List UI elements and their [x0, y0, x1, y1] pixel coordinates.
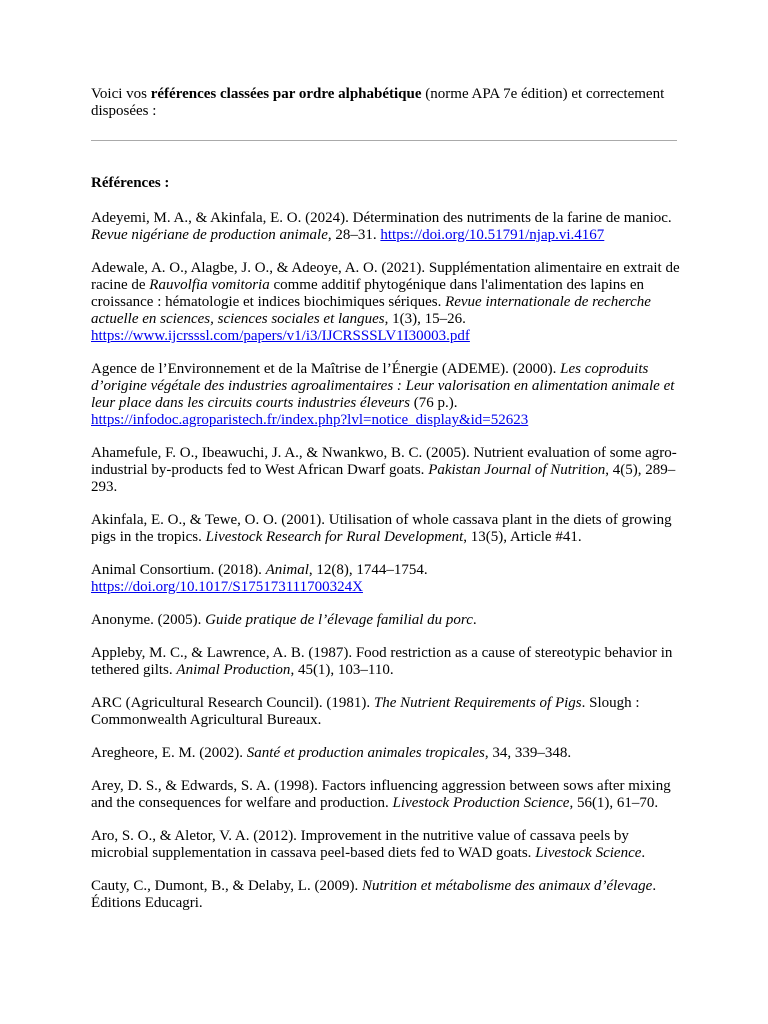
- horizontal-divider: [91, 140, 677, 141]
- reference-entry: Adewale, A. O., Alagbe, J. O., & Adeoye, A. O. (2021). Supplémentation alimentaire en extrait de racine de Rauvolfia vomitoria comme additif phytogénique dans l'alimentation des lapins en croissance : hématologie et indices biochimiques sériques. Revue internationale de recherche actuelle en sciences, sciences sociales et langues, 1(3), 15–26. https://www.ijcrsssl.com/papers/v1/i3/IJCRSSSLV1I30003.pdf: [91, 260, 680, 344]
- reference-entry: Agence de l’Environnement et de la Maîtrise de l’Énergie (ADEME). (2000). Les coproduits d’origine végétale des industries agroalimentaires : Leur valorisation en alimentation animale et leur place dans les circuits courts industries éleveurs (76 p.). https://infodoc.agroparistech.fr/index.php?lvl=notice_display&id=52623: [91, 361, 675, 428]
- document-page: [91, 86, 681, 912]
- reference-entry: Aro, S. O., & Aletor, V. A. (2012). Improvement in the nutritive value of cassava peels by microbial supplementation in cassava peel-based diets fed to WAD goats. Livestock Science.: [91, 828, 646, 861]
- reference-entry: Appleby, M. C., & Lawrence, A. B. (1987). Food restriction as a cause of stereotypic behavior in tethered gilts. Animal Production, 45(1), 103–110.: [91, 645, 673, 678]
- reference-entry: Anonyme. (2005). Guide pratique de l’élevage familial du porc.: [91, 612, 477, 628]
- intro-bold: références classées par ordre alphabétique: [150, 86, 422, 102]
- reference-link[interactable]: https://www.ijcrsssl.com/papers/v1/i3/IJCRSSSLV1I30003.pdf: [91, 328, 470, 344]
- reference-entry: Ahamefule, F. O., Ibeawuchi, J. A., & Nwankwo, B. C. (2005). Nutrient evaluation of some agro-industrial by-products fed to West African Dwarf goats. Pakistan Journal of Nutrition, 4(5), 289–293.: [91, 445, 677, 495]
- references-heading: Références :: [91, 175, 170, 191]
- reference-link[interactable]: https://doi.org/10.1017/S175173111700324X: [91, 579, 363, 595]
- reference-entry: Akinfala, E. O., & Tewe, O. O. (2001). Utilisation of whole cassava plant in the diets of growing pigs in the tropics. Livestock Research for Rural Development, 13(5), Article #41.: [91, 512, 672, 545]
- intro-paragraph: Voici vos références classées par ordre alphabétique (norme APA 7e édition) et correctement disposées :: [91, 86, 665, 119]
- reference-entry: Adeyemi, M. A., & Akinfala, E. O. (2024). Détermination des nutriments de la farine de manioc. Revue nigériane de production animale, 28–31. https://doi.org/10.51791/njap.vi.4167: [91, 210, 672, 243]
- reference-entry: Cauty, C., Dumont, B., & Delaby, L. (2009). Nutrition et métabolisme des animaux d’élevage. Éditions Educagri.: [91, 878, 657, 911]
- reference-entry: Aregheore, E. M. (2002). Santé et production animales tropicales, 34, 339–348.: [91, 745, 572, 761]
- reference-link[interactable]: https://doi.org/10.51791/njap.vi.4167: [380, 227, 605, 243]
- reference-entry: Animal Consortium. (2018). Animal, 12(8), 1744–1754. https://doi.org/10.1017/S175173111700324X: [91, 562, 428, 595]
- reference-entry: ARC (Agricultural Research Council). (1981). The Nutrient Requirements of Pigs. Slough : Commonwealth Agricultural Bureaux.: [91, 695, 640, 728]
- reference-link[interactable]: https://infodoc.agroparistech.fr/index.php?lvl=notice_display&id=52623: [91, 412, 529, 428]
- reference-entry: Arey, D. S., & Edwards, S. A. (1998). Factors influencing aggression between sows after mixing and the consequences for welfare and production. Livestock Production Science, 56(1), 61–70.: [91, 778, 671, 811]
